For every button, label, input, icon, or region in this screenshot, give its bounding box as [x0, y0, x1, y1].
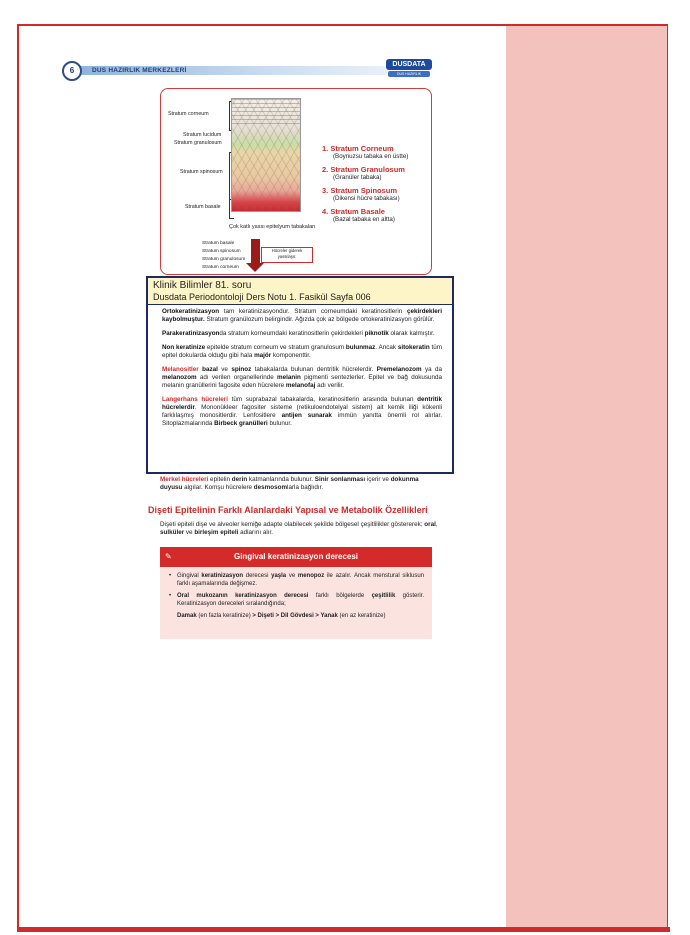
legend-item: 1. Stratum Corneum (Boynuzsu tabaka en üstte) — [322, 144, 430, 161]
paragraph-non-keratinize: Non keratinize epitelde stratum corneum ve stratum granulosum bulunmaz. Ancak sitokeratin tüm epitel dokularda olduğu gibi hala majör komponenttir. — [162, 343, 442, 359]
logo-main-text: DUSDATA — [386, 59, 432, 70]
legend-item: 2. Stratum Granulosum (Granüler tabaka) — [322, 165, 430, 182]
dusdata-logo — [386, 59, 432, 82]
legend-title: Stratum Corneum — [330, 144, 394, 153]
paragraph-merkel: Merkel hücreleri epitelin derin katmanlarında bulunur. Sinir sonlanması içerir ve dokunma duyusu algılar. Komşu hücrelere desmosomlarla bağlıdır. — [160, 476, 419, 492]
keratinization-box-title: Gingival keratinizasyon derecesi — [233, 552, 359, 561]
paragraph-langerhans: Langerhans hücreleri tüm suprabazal tabakalarda, keratinositlerin arasında bulunan dentritik hücrelerdir. Mononükleer fagositer sisteme (retikuloendotelyal sistem) ait kemik iliği kökenli farklılaşmış monositlerdir. Lenfositlere antijen sunarak immün yanıtta önemli rol alırlar. Sitoplazmalarında Birbeck granülleri bulunur. — [162, 395, 442, 428]
list-item: • Gingival keratinizasyon derecesi yaşla ve menopoz ile azalır. Ancak menstural siklusun farklı aşamalarında değişmez. — [168, 572, 424, 588]
legend-sub: (Boynuzsu tabaka en üstte) — [333, 153, 409, 160]
legend-sub: (Bazal tabaka en altta) — [333, 216, 395, 223]
figure-caption: Çok katlı yassı epitelyum tabakaları — [229, 224, 316, 230]
layer-label-corneum: Stratum corneum — [168, 111, 209, 117]
legend-sub: (Dikensi hücre tabakası) — [333, 195, 400, 202]
paragraph-melanositler: Melanositler bazal ve spinoz tabakalarda bulunan dentritik hücrelerdir. Premelanozom ya da melanozom adı verilen organellerinde melanin pigmenti sentezlerler. Epitel ve bağ dokusunda melanin granüllerini fagosite eden hücrelere melanofaj adı verilir. — [162, 365, 443, 389]
legend-item: 3. Stratum Spinosum (Dikensi hücre tabakası) — [322, 186, 430, 203]
side-panel — [506, 26, 667, 927]
epithelium-illustration — [231, 98, 301, 212]
keratinization-box — [160, 547, 432, 639]
legend-title: Stratum Spinosum — [330, 186, 398, 195]
list-item: Stratum basale — [202, 241, 235, 246]
bottom-bar — [17, 927, 670, 932]
arrow-head-icon — [246, 263, 264, 272]
down-arrow-icon — [251, 239, 260, 265]
list-item: • Oral mukozanın keratinizasyon derecesi farklı bölgelerde çeşitlilik gösterir. Keratinizasyon dereceleri sıralandığında; — [168, 592, 424, 608]
logo-sub-text: DUS HAZIRLIK MERKEZLERİ — [388, 71, 430, 77]
header-title: DUS HAZIRLIK MERKEZLERİ — [92, 67, 187, 74]
keratinization-box-body — [160, 567, 432, 620]
page-header — [62, 61, 432, 82]
section-paragraph: Dişeti epiteli dişe ve alveoler kemiğe adapte olabilecek şekilde bölgesel çeşitlilikler göstererek; oral, sulküler ve birleşim epiteli adlarını alır. — [160, 521, 438, 537]
section-title: Dişeti Epitelinin Farklı Alanlardaki Yapısal ve Metabolik Özellikleri — [148, 505, 428, 515]
merkel-paragraph-wrap — [160, 476, 438, 493]
legend-title: Stratum Basale — [330, 207, 385, 216]
layer-label-lucidum: Stratum lucidum — [183, 132, 222, 138]
paragraph-parakeratinizasyon: Parakeratinizasyonda stratum korneumdaki keratinositlerin çekirdekleri piknotik olarak kalmıştır. — [162, 329, 435, 337]
list-item: Stratum granulosum — [202, 257, 246, 262]
keratinization-box-header — [160, 547, 432, 567]
question-header — [148, 278, 452, 305]
question-body — [148, 305, 452, 428]
keratinization-order: Damak (en fazla keratinize) > Dişeti > Dil Gövdesi > Yanak (en az keratinize) — [177, 613, 386, 619]
legend-sub: (Granüler tabaka) — [333, 174, 382, 181]
flattening-note: Hücreler giderek yassılaşır. — [261, 247, 313, 263]
list-item: Stratum spinosum — [202, 249, 241, 254]
layer-label-spinosum: Stratum spinosum — [180, 169, 223, 175]
layer-label-basale: Stratum basale — [185, 204, 221, 210]
layer-legend — [322, 144, 430, 228]
layer-label-granulosum: Stratum granulosum — [174, 140, 222, 146]
layer-order-list — [202, 240, 245, 272]
legend-item: 4. Stratum Basale (Bazal tabaka en altta) — [322, 207, 430, 224]
legend-title: Stratum Granulosum — [330, 165, 405, 174]
paragraph-ortokeratinizasyon: Ortokeratinizasyon tam keratinizasyondur. Stratum corneumdaki keratinositlerin çekirdekleri kaybolmuştur. Stratum granülozum belirgindir. Ağızda çok az bölgede ortokeratinizasyon görülür. — [162, 308, 442, 324]
question-title: Klinik Bilimler 81. soru — [153, 280, 252, 291]
pencil-icon: ✎ — [165, 552, 172, 561]
exam-question-box — [146, 276, 454, 474]
question-source: Dusdata Periodontoloji Ders Notu 1. Fasikül Sayfa 006 — [153, 292, 371, 302]
list-item: Stratum corneum — [202, 265, 239, 270]
page-number: 6 — [62, 61, 82, 81]
epithelium-figure — [160, 88, 432, 275]
